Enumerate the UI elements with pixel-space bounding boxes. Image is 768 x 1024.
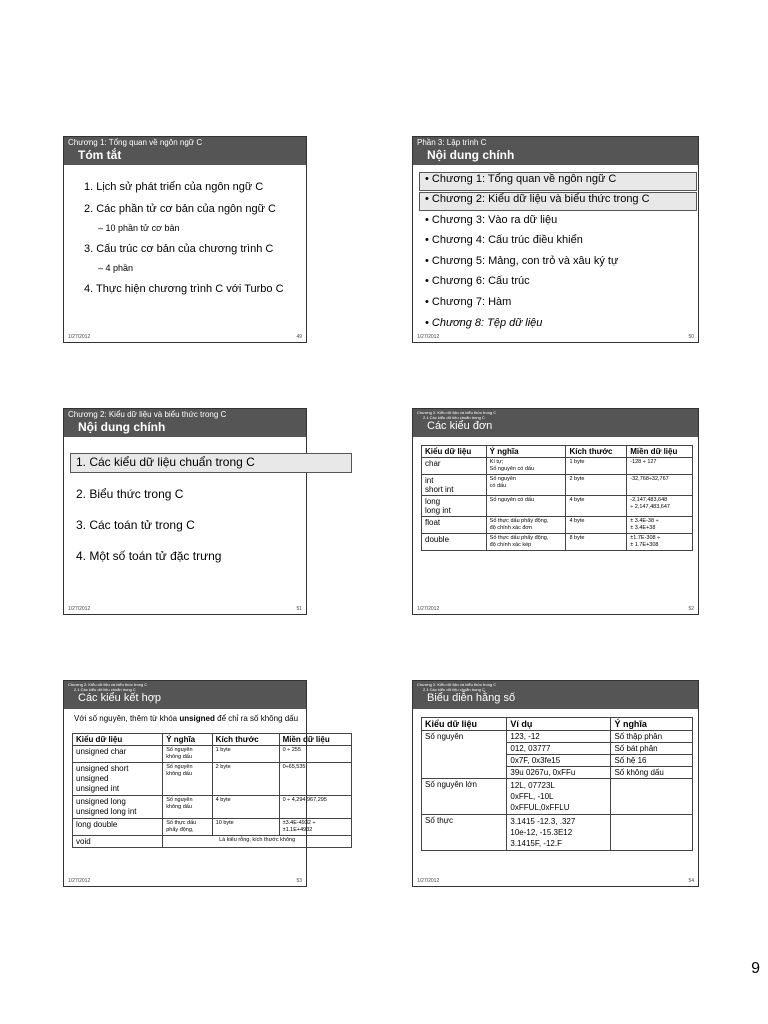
list-item: 1. Các kiểu dữ liệu chuẩn trong C xyxy=(76,455,255,469)
intro-part: Với số nguyên, thêm từ khóa xyxy=(74,714,180,723)
slide-header xyxy=(64,137,306,165)
table-cell xyxy=(611,779,693,815)
intro-keyword: unsigned xyxy=(179,714,215,723)
slide-53 xyxy=(63,680,330,887)
table-cell: void xyxy=(73,836,163,848)
list-item: • Chương 1: Tổng quan về ngôn ngữ C xyxy=(425,173,617,185)
table-cell: double xyxy=(422,534,487,551)
list-item: • Chương 2: Kiểu dữ liệu và biểu thức trong C xyxy=(425,193,650,205)
data-table xyxy=(421,717,693,851)
table-header: Ý nghĩa xyxy=(486,446,566,458)
slide-page: 50 xyxy=(688,334,694,340)
list-subitem: – 4 phần xyxy=(98,263,134,273)
list-subitem: – 10 phần tử cơ bản xyxy=(98,223,180,233)
table-row xyxy=(422,779,693,815)
slide-date: 1/27/2012 xyxy=(417,606,440,612)
table-cell: 0x7F, 0x3fe15 xyxy=(507,755,611,767)
table-cell: 0÷65,535 xyxy=(279,763,351,796)
slide-date: 1/27/2012 xyxy=(68,334,91,340)
slide-header xyxy=(413,681,698,709)
table-row xyxy=(422,458,693,475)
table-cell: -128 ÷ 127 xyxy=(627,458,693,475)
list-item: 2. Các phần tử cơ bản của ngôn ngữ C xyxy=(84,203,276,215)
table-cell: 1 byte xyxy=(566,458,627,475)
table-cell: int short int xyxy=(422,475,487,496)
slide-title: Biểu diễn hằng số xyxy=(427,692,516,704)
list-item: 3. Các toán tử trong C xyxy=(76,518,195,532)
table-cell: 39u 0267u, 0xFFu xyxy=(507,767,611,779)
table-cell: 4 byte xyxy=(212,796,279,819)
slide-title: Các kiểu kết hợp xyxy=(78,692,162,704)
slide-subtitle-section: 2.1 Các kiểu dữ liệu chuẩn trong C xyxy=(74,687,136,692)
table-cell: 0 ÷ 4,294,967,295 xyxy=(279,796,351,819)
slide-subtitle: Phần 3: Lập trình C xyxy=(417,138,487,147)
table-cell: Số thực dấu phẩy động, độ chính xác kép xyxy=(486,534,566,551)
slide-subtitle: Chương 2: Kiểu dữ liệu và biểu thức trong C xyxy=(417,682,497,687)
slide-footer xyxy=(68,878,302,884)
slide-title: Nội dung chính xyxy=(427,148,515,162)
list-item: 1. Lịch sử phát triển của ngôn ngữ C xyxy=(84,181,264,193)
slide-subtitle-section: 2.1 Các kiểu dữ liệu chuẩn trong C xyxy=(423,415,485,420)
slide-subtitle-section: 2.1 Các kiểu dữ liệu chuẩn trong C xyxy=(423,687,485,692)
slide-54 xyxy=(412,680,699,887)
slide-date: 1/27/2012 xyxy=(68,878,91,884)
table-cell: Số bát phân xyxy=(611,743,693,755)
table-row xyxy=(422,517,693,534)
table-row xyxy=(422,815,693,851)
slide-subtitle: Chương 1: Tổng quan về ngôn ngữ C xyxy=(68,138,203,147)
data-table xyxy=(72,733,352,848)
list-item: • Chương 6: Cấu trúc xyxy=(425,275,530,287)
slide-footer xyxy=(68,334,302,340)
slide-page: 54 xyxy=(688,878,694,884)
table-cell: unsigned short unsigned unsigned int xyxy=(73,763,163,796)
table-cell: ± 3.4E-38 ÷ ± 3.4E+38 xyxy=(627,517,693,534)
slide-subtitle: Chương 2: Kiểu dữ liệu và biểu thức trong C xyxy=(68,410,227,419)
table-cell: Số nguyên xyxy=(422,731,507,779)
slide-date: 1/27/2012 xyxy=(68,606,91,612)
slide-51 xyxy=(63,408,307,615)
table-cell: long double xyxy=(73,819,163,836)
table-cell: 123, -12 xyxy=(507,731,611,743)
table-row xyxy=(73,746,352,763)
table-cell: Số nguyên không dấu xyxy=(163,796,212,819)
table-cell: Số thực xyxy=(422,815,507,851)
table-header-row xyxy=(422,446,693,458)
table-header-row xyxy=(422,718,693,731)
table-cell: 4 byte xyxy=(566,496,627,517)
table-cell: ±3.4E-4932 ÷ ±1.1E+4932 xyxy=(279,819,351,836)
table-cell: Số nguyên không dấu xyxy=(163,763,212,796)
table-row xyxy=(73,819,352,836)
slide-title: Tóm tắt xyxy=(78,148,122,162)
slide-subtitle: Chương 2: Kiểu dữ liệu và biểu thức trong C xyxy=(417,410,497,415)
table-cell: 3.1415 -12.3, .327 10e-12, -15.3E12 3.1415F, -12.F xyxy=(507,815,611,851)
list-item: • Chương 5: Mảng, con trỏ và xâu ký tự xyxy=(425,255,619,267)
slide-date: 1/27/2012 xyxy=(417,334,440,340)
slide-footer xyxy=(68,606,302,612)
table-cell: Số nguyên lớn xyxy=(422,779,507,815)
table-row xyxy=(73,763,352,796)
slide-title: Các kiểu đơn xyxy=(427,420,493,432)
table-cell: char xyxy=(422,458,487,475)
table-header: Miền dữ liệu xyxy=(279,734,351,746)
slide-header xyxy=(413,409,698,437)
table-cell: 8 byte xyxy=(566,534,627,551)
table-cell xyxy=(611,815,693,851)
slide-footer xyxy=(417,878,694,884)
slide-page: 49 xyxy=(296,334,302,340)
table-cell: float xyxy=(422,517,487,534)
table-header: Kiểu dữ liệu xyxy=(422,446,487,458)
table-row xyxy=(73,836,352,848)
table-header: Kiểu dữ liệu xyxy=(422,718,507,731)
list-item: • Chương 4: Cấu trúc điều khiển xyxy=(425,234,583,246)
table-cell: 2 byte xyxy=(566,475,627,496)
table-cell: 2 byte xyxy=(212,763,279,796)
slide-footer xyxy=(417,334,694,340)
list-item: • Chương 8: Tệp dữ liệu xyxy=(425,317,543,329)
table-header: Ví dụ xyxy=(507,718,611,731)
table-cell: 4 byte xyxy=(566,517,627,534)
table-header-row xyxy=(73,734,352,746)
table-cell: Số thực dấu phẩy động, xyxy=(163,819,212,836)
table-cell: unsigned char xyxy=(73,746,163,763)
slide-52 xyxy=(412,408,699,615)
slide-header xyxy=(64,681,306,709)
table-cell: long long int xyxy=(422,496,487,517)
table-cell: Là kiểu rỗng, kích thước không xyxy=(163,836,352,848)
table-cell: Số không dấu xyxy=(611,767,693,779)
table-cell: Số thực dấu phẩy động, độ chính xác đơn xyxy=(486,517,566,534)
list-item: 2. Biểu thức trong C xyxy=(76,487,184,501)
slide-title: Nội dung chính xyxy=(78,420,166,434)
intro-text xyxy=(74,714,298,723)
table-cell: 012, 03777 xyxy=(507,743,611,755)
list-item: • Chương 7: Hàm xyxy=(425,296,512,308)
table-cell: -2,147,483,648 ÷ 2,147,483,647 xyxy=(627,496,693,517)
table-cell: 10 byte xyxy=(212,819,279,836)
data-table xyxy=(421,445,693,551)
list-item: 4. Thực hiện chương trình C với Turbo C xyxy=(84,283,284,295)
table-header: Ý nghĩa xyxy=(611,718,693,731)
list-item: • Chương 3: Vào ra dữ liệu xyxy=(425,214,558,226)
table-row xyxy=(422,731,693,743)
table-header: Kiểu dữ liệu xyxy=(73,734,163,746)
slide-page: 53 xyxy=(296,878,302,884)
slide-50 xyxy=(412,136,699,343)
slide-subtitle: Chương 2: Kiểu dữ liệu và biểu thức trong C xyxy=(68,682,148,687)
table-cell: Số hệ 16 xyxy=(611,755,693,767)
slide-header xyxy=(64,409,306,437)
list-item: 3. Cấu trúc cơ bản của chương trình C xyxy=(84,243,274,255)
table-cell: Số nguyên có dấu xyxy=(486,475,566,496)
table-cell: ±1.7E-308 ÷ ± 1.7E+308 xyxy=(627,534,693,551)
table-row xyxy=(422,496,693,517)
handout-page-number: 9 xyxy=(751,960,760,977)
table-cell: Số thập phân xyxy=(611,731,693,743)
table-header: Ý nghĩa xyxy=(163,734,212,746)
table-cell: Số nguyên không dấu xyxy=(163,746,212,763)
table-cell: 0 ÷ 255 xyxy=(279,746,351,763)
table-row xyxy=(422,475,693,496)
list-item: 4. Một số toán tử đặc trưng xyxy=(76,549,222,563)
table-row xyxy=(73,796,352,819)
slide-footer xyxy=(417,606,694,612)
slide-page: 52 xyxy=(688,606,694,612)
table-cell: Kí tự; Số nguyên có dấu xyxy=(486,458,566,475)
table-cell: 1 byte xyxy=(212,746,279,763)
slide-page: 51 xyxy=(296,606,302,612)
table-header: Kích thước xyxy=(566,446,627,458)
table-cell: unsigned long unsigned long int xyxy=(73,796,163,819)
intro-part: để chỉ ra số không dấu xyxy=(214,714,299,723)
slide-date: 1/27/2012 xyxy=(417,878,440,884)
slide-49 xyxy=(63,136,307,343)
table-header: Miền dữ liệu xyxy=(627,446,693,458)
table-cell: Số nguyên có dấu xyxy=(486,496,566,517)
table-header: Kích thước xyxy=(212,734,279,746)
slide-header xyxy=(413,137,698,165)
table-cell: 12L, 07723L 0xFFL, -10L 0xFFUL,0xFFLU xyxy=(507,779,611,815)
table-row xyxy=(422,534,693,551)
table-cell: -32,768÷32,767 xyxy=(627,475,693,496)
